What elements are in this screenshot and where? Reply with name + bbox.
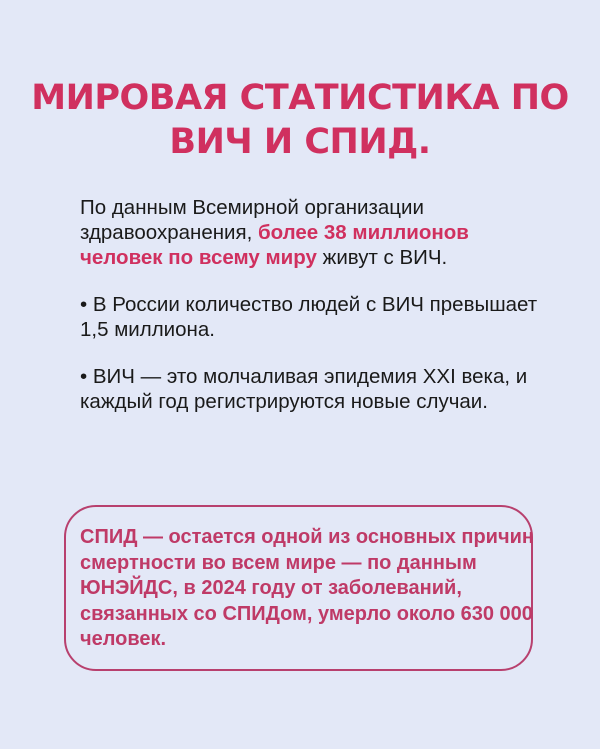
intro-text-before: По данным Всемирной организации здравоохранения,: [80, 196, 424, 244]
bullet-russia: • В России количество людей с ВИЧ превышает 1,5 миллиона.: [80, 293, 538, 341]
page-title: [0, 76, 600, 164]
callout-text: СПИД — остается одной из основных причин смертности во всем мире — по данным ЮНЭЙДС, в 2024 году от заболеваний, связанных со СПИДом, умерло около 630 000 человек.: [80, 526, 534, 650]
body-text: [80, 195, 550, 436]
bullet-epidemic: • ВИЧ — это молчаливая эпидемия XXI века, и каждый год регистрируются новые случаи.: [80, 365, 528, 413]
intro-paragraph: [80, 195, 550, 270]
title-line-1: МИРОВАЯ СТАТИСТИКА ПО: [31, 78, 569, 118]
title-line-2: ВИЧ И СПИД.: [169, 122, 431, 162]
intro-highlight: более 38 миллионов человек по всему миру: [80, 221, 469, 269]
intro-text-after: живут с ВИЧ.: [316, 246, 448, 269]
